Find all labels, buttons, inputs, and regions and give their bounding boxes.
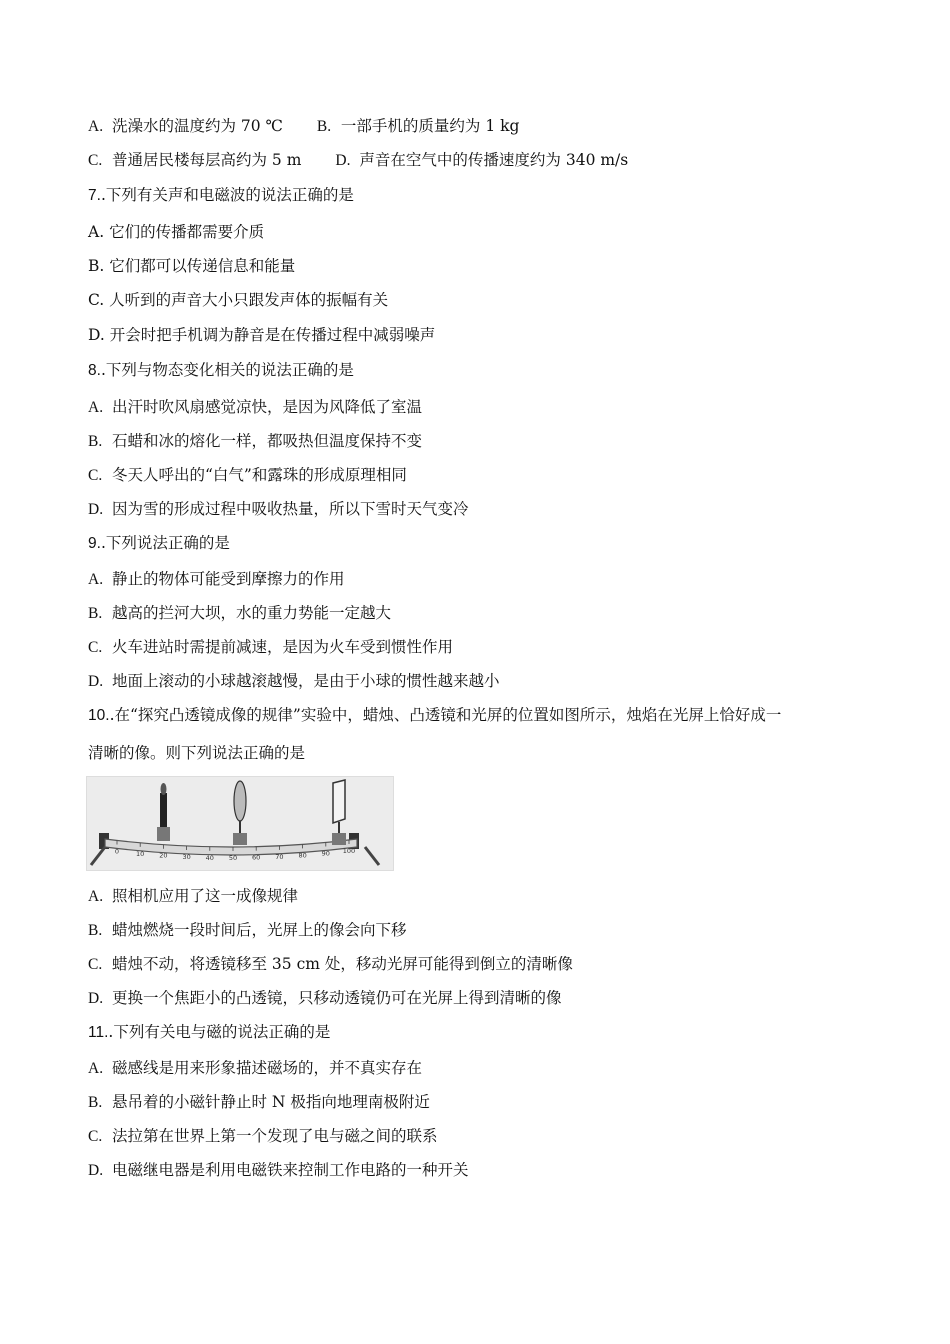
q7-option-b-label: B.: [88, 257, 105, 275]
q7-option: [88, 256, 295, 276]
q9-option-d-text: 地面上滚动的小球越滚越慢，是由于小球的惯性越来越小: [112, 672, 500, 690]
q6-option-a-text: 洗澡水的温度约为 70 ℃: [112, 117, 283, 135]
q6-option-a-label: A.: [88, 118, 104, 135]
q8-option: [88, 431, 422, 452]
q8-stem: [88, 360, 354, 381]
q6-option-d-label: D.: [335, 152, 351, 169]
q11-option-c-text: 法拉第在世界上第一个发现了电与磁之间的联系: [112, 1127, 438, 1145]
q9-option: [88, 603, 391, 624]
q9-number: 9.: [88, 535, 101, 552]
q7-option-c-text: 人听到的声音大小只跟发声体的振幅有关: [109, 291, 389, 309]
q11-option-b-label: B.: [88, 1094, 103, 1111]
screen-panel: [333, 780, 345, 823]
q7-option: [88, 222, 264, 242]
q8-option: [88, 397, 422, 418]
left-bench-leg: [91, 847, 105, 865]
q7-option-a-label: A.: [88, 223, 105, 241]
scale-tick-label: 20: [159, 851, 168, 860]
q6-option-b-label: B.: [316, 118, 332, 135]
scale-tick-label: 10: [136, 849, 145, 858]
q10-option-d-text: 更换一个焦距小的凸透镜，只移动透镜仍可在光屏上得到清晰的像: [112, 989, 562, 1007]
scale-tick-label: 80: [298, 851, 307, 860]
q6-option-c-text: 普通居民楼每层高约为 5 m: [112, 151, 302, 169]
q9-option-c-text: 火车进站时需提前减速，是因为火车受到惯性作用: [112, 638, 454, 656]
right-bench-leg: [365, 847, 379, 865]
q11-option: [88, 1058, 422, 1079]
q11-number: 11.: [88, 1024, 109, 1041]
q6-option-d-text: 声音在空气中的传播速度约为 340 m/s: [359, 151, 629, 169]
scale-tick-label: 30: [182, 853, 191, 862]
q7-option-b-text: 它们都可以传递信息和能量: [109, 257, 296, 275]
convex-lens: [233, 781, 247, 845]
q8-option-b-label: B.: [88, 433, 103, 450]
q9-option: [88, 637, 453, 658]
q9-option: [88, 569, 345, 590]
candle: [157, 783, 170, 841]
q8-option-b-text: 石蜡和冰的熔化一样，都吸热但温度保持不变: [112, 432, 423, 450]
q10-stem-line-1: [88, 705, 781, 726]
q7-option-d-label: D.: [88, 326, 105, 344]
q11-option-a-text: 磁感线是用来形象描述磁场的，并不真实存在: [112, 1059, 423, 1077]
q11-option-c-label: C.: [88, 1128, 103, 1145]
q10-stem-text-1: .在“探究凸透镜成像的规律”实验中，蜡烛、凸透镜和光屏的位置如图所示，烛焰在光屏上恰好成一: [109, 706, 782, 724]
q9-stem: [88, 533, 230, 554]
q10-option-d-label: D.: [88, 990, 104, 1007]
q11-option: [88, 1092, 430, 1113]
candle-body: [160, 793, 167, 827]
q9-option-c-label: C.: [88, 639, 103, 656]
q10-option-c-label: C.: [88, 956, 103, 973]
q9-option: [88, 671, 500, 692]
q7-stem: [88, 185, 354, 206]
q11-stem-text: .下列有关电与磁的说法正确的是: [108, 1023, 331, 1041]
q6-option-b-text: 一部手机的质量约为 1 kg: [340, 117, 520, 135]
q7-option: [88, 290, 388, 310]
q7-number: 7.: [88, 187, 101, 204]
q8-option-a-text: 出汗时吹风扇感觉凉快，是因为风降低了室温: [112, 398, 423, 416]
q10-option: [88, 954, 573, 975]
q10-option-c-text: 蜡烛不动，将透镜移至 35 cm 处，移动光屏可能得到倒立的清晰像: [112, 955, 573, 973]
lens-body: [234, 781, 246, 821]
q8-option-c-text: 冬天人呼出的“白气”和露珠的形成原理相同: [112, 466, 407, 484]
q11-option-d-text: 电磁继电器是利用电磁铁来控制工作电路的一种开关: [112, 1161, 469, 1179]
optical-bench-figure: [86, 776, 394, 871]
scale-tick-label: 40: [205, 853, 214, 862]
q9-stem-text: .下列说法正确的是: [100, 534, 230, 552]
scale-tick-label: 50: [228, 853, 238, 862]
q6-options-row-2: [88, 150, 628, 171]
q8-option-d-label: D.: [88, 501, 104, 518]
scale-tick-label: 100: [342, 846, 356, 855]
q7-option-a-text: 它们的传播都需要介质: [109, 223, 265, 241]
q10-option-b-label: B.: [88, 922, 103, 939]
scale-tick-label: 60: [252, 853, 261, 862]
q9-option-a-text: 静止的物体可能受到摩擦力的作用: [112, 570, 345, 588]
lens-holder: [233, 833, 247, 845]
q11-option-a-label: A.: [88, 1060, 104, 1077]
scale-tick-label: 70: [275, 852, 284, 861]
q10-option: [88, 920, 407, 941]
q6-option-c-label: C.: [88, 152, 103, 169]
q8-option: [88, 465, 407, 486]
q10-option-b-text: 蜡烛燃烧一段时间后，光屏上的像会向下移: [112, 921, 407, 939]
q10-number: 10.: [88, 707, 110, 724]
screen-holder: [332, 833, 346, 845]
q8-option-d-text: 因为雪的形成过程中吸收热量，所以下雪时天气变冷: [112, 500, 469, 518]
q10-stem-line-2: [88, 743, 305, 763]
q11-option: [88, 1160, 469, 1181]
q10-option: [88, 988, 562, 1009]
light-screen: [332, 780, 346, 845]
q7-option: [88, 325, 435, 345]
q8-number: 8.: [88, 362, 101, 379]
q9-option-b-label: B.: [88, 605, 103, 622]
q9-option-a-label: A.: [88, 571, 104, 588]
q8-option-c-label: C.: [88, 467, 103, 484]
q9-option-d-label: D.: [88, 673, 104, 690]
q11-stem: [88, 1022, 330, 1043]
q6-options-row-1: [88, 116, 519, 137]
q11-option-b-text: 悬吊着的小磁针静止时 N 极指向地理南极附近: [112, 1093, 430, 1111]
q7-option-c-label: C.: [88, 291, 105, 309]
q10-stem-text-2: 清晰的像。则下列说法正确的是: [88, 744, 306, 762]
q9-option-b-text: 越高的拦河大坝，水的重力势能一定越大: [112, 604, 392, 622]
scale-tick-label: 90: [321, 849, 330, 858]
q11-option-d-label: D.: [88, 1162, 104, 1179]
q7-option-d-text: 开会时把手机调为静音是在传播过程中减弱噪声: [109, 326, 436, 344]
q10-option-a-label: A.: [88, 888, 104, 905]
q7-stem-text: .下列有关声和电磁波的说法正确的是: [100, 186, 354, 204]
q8-option: [88, 499, 469, 520]
q10-option: [88, 886, 298, 907]
q8-stem-text: .下列与物态变化相关的说法正确的是: [100, 361, 354, 379]
candle-flame: [161, 783, 167, 795]
q11-option: [88, 1126, 438, 1147]
q8-option-a-label: A.: [88, 399, 104, 416]
scale-tick-label: 0: [114, 847, 120, 856]
candle-holder: [157, 827, 170, 841]
optical-bench-drawing: [87, 777, 393, 870]
q10-option-a-text: 照相机应用了这一成像规律: [112, 887, 299, 905]
